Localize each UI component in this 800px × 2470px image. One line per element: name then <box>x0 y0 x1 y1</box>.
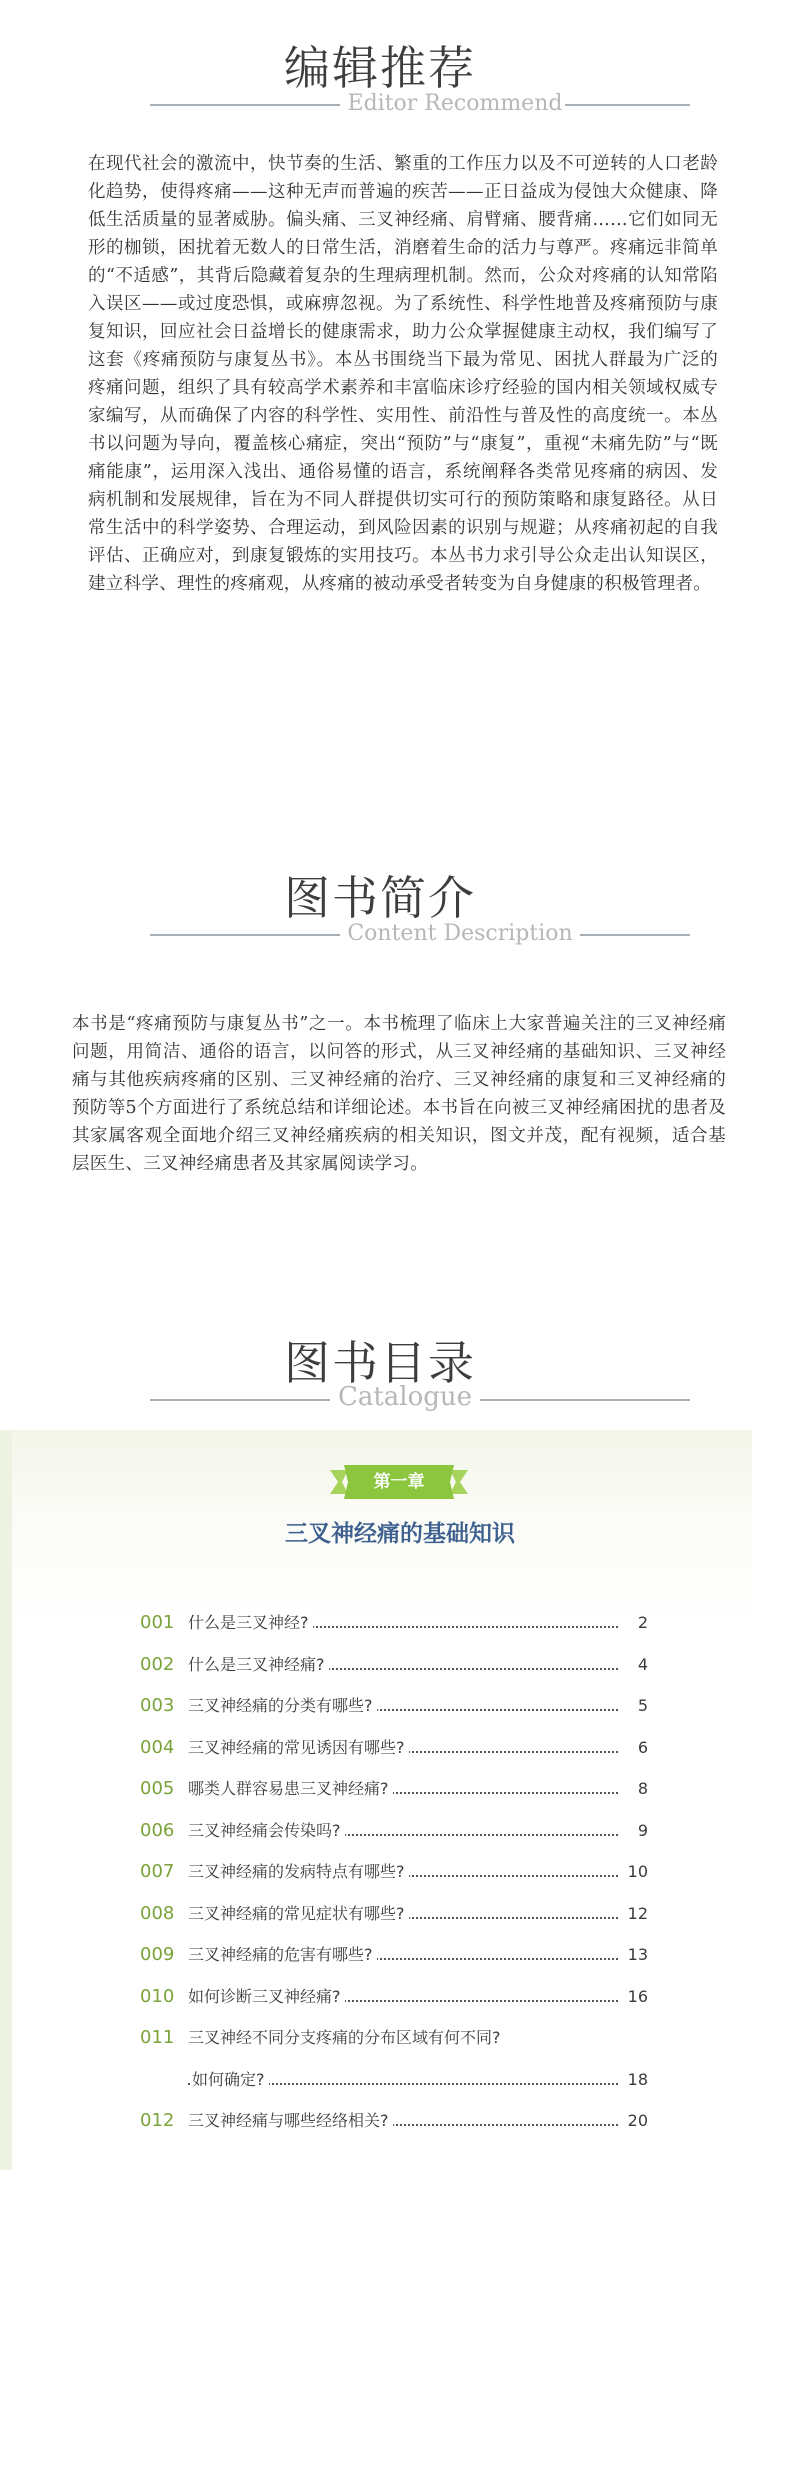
toc-entry-number: 009 <box>140 1944 175 1965</box>
content-description-header <box>0 870 800 960</box>
toc-entry-number: 008 <box>140 1902 175 1924</box>
toc-entry-page: 6 <box>637 1737 648 1757</box>
toc-entry[interactable] <box>0 1816 800 1846</box>
toc-entry-page: 10 <box>627 1862 648 1881</box>
toc-entry-number: 012 <box>140 2110 175 2131</box>
catalogue-header <box>0 1335 800 1425</box>
toc-entry-title: 什么是三叉神经痛? <box>188 1650 329 1680</box>
toc-entry-number: 005 <box>140 1778 175 1799</box>
toc-entry-page: 13 <box>627 1945 648 1964</box>
toc-entry-title: 什么是三叉神经? <box>188 1608 313 1638</box>
toc-entry-number: 004 <box>140 1736 175 1758</box>
toc-entry-page: 12 <box>627 1903 648 1923</box>
section-subtitle: Content Description <box>347 921 573 946</box>
divider-line <box>150 1399 330 1401</box>
section-title: 编辑推荐 <box>284 41 476 95</box>
toc-entry[interactable] <box>0 1899 800 1929</box>
toc-entry-title: 三叉神经痛的危害有哪些? <box>188 1940 377 1970</box>
divider-line <box>150 104 340 106</box>
toc-entry-page: 16 <box>627 1986 648 2006</box>
content-description-text: 本书是“疼痛预防与康复丛书”之一。本书梳理了临床上大家普遍关注的三叉神经痛问题，用简洁、通俗的语言，以问答的形式，从三叉神经痛的基础知识、三叉神经痛与其他疾病疼痛的区别、三叉神经痛的治疗、三叉神经痛的康复和三叉神经痛的预防等5个方面进行了系统总结和详细论述。本书旨在向被三叉神经痛困扰的患者及其家属客观全面地介绍三叉神经痛疾病的相关知识，图文并茂，配有视频，适合基层医生、三叉神经痛患者及其家属阅读学习。 <box>72 1014 726 1174</box>
toc-entry[interactable] <box>0 1608 800 1638</box>
section-title: 图书目录 <box>284 1336 476 1390</box>
toc-entry[interactable] <box>0 1650 800 1680</box>
toc-entry-title: 三叉神经痛的常见症状有哪些? <box>188 1899 409 1929</box>
toc-entry-title: 三叉神经痛与哪些经络相关? <box>188 2106 393 2136</box>
catalogue-panel <box>0 1430 752 2170</box>
toc-entry-number: 011 <box>140 2027 175 2048</box>
toc-entry-title: 哪类人群容易患三叉神经痛? <box>188 1774 393 1804</box>
toc-entry-title: 三叉神经痛会传染吗? <box>188 1816 345 1846</box>
toc-entry-number: 007 <box>140 1861 175 1882</box>
toc-entry[interactable] <box>0 1982 800 2012</box>
toc-entry-title-continued: 如何确定? <box>192 2065 269 2095</box>
toc-entry-title: 三叉神经不同分支疼痛的分布区域有何不同? <box>188 2023 505 2053</box>
editor-recommend-header <box>0 40 800 130</box>
divider-line <box>580 934 690 936</box>
divider-line <box>150 934 340 936</box>
divider-line <box>565 104 690 106</box>
toc-entry-page: 18 <box>627 2069 648 2089</box>
chapter-label: 第一章 <box>373 1472 425 1492</box>
divider-line <box>480 1399 690 1401</box>
toc-entry[interactable] <box>0 1733 800 1763</box>
chapter-title: 三叉神经痛的基础知识 <box>285 1520 515 1547</box>
toc-entry[interactable] <box>0 2106 800 2136</box>
toc-entry-title: 三叉神经痛的分类有哪些? <box>188 1691 377 1721</box>
toc-entry[interactable] <box>0 1857 800 1887</box>
toc-entry-number: 006 <box>140 1819 175 1841</box>
toc-entry-page: 4 <box>637 1654 648 1674</box>
toc-entry-page: 2 <box>637 1613 648 1632</box>
toc-entry-page: 20 <box>627 2111 648 2130</box>
toc-entry-page: 5 <box>637 1696 648 1715</box>
section-title: 图书简介 <box>284 871 476 925</box>
toc-entry-number: 010 <box>140 1985 175 2007</box>
editor-recommend-text: 在现代社会的激流中，快节奏的生活、繁重的工作压力以及不可逆转的人口老龄化趋势，使得疼痛——这种无声而普遍的疾苦——正日益成为侵蚀大众健康、降低生活质量的显著威胁。偏头痛、三叉神经痛、肩臂痛、腰背痛……它们如同无形的枷锁，困扰着无数人的日常生活，消磨着生命的活力与尊严。疼痛远非简单的“不适感”，其背后隐藏着复杂的生理病理机制。然而，公众对疼痛的认知常陷入误区——或过度恐惧，或麻痹忽视。为了系统性、科学性地普及疼痛预防与康复知识，回应社会日益增长的健康需求，助力公众掌握健康主动权，我们编写了这套《疼痛预防与康复丛书》。本丛书围绕当下最为常见、困扰人群最为广泛的疼痛问题，组织了具有较高学术素养和丰富临床诊疗经验的国内相关领域权威专家编写，从而确保了内容的科学性、实用性、前沿性与普及性的高度统一。本丛书以问题为导向，覆盖核心痛症，突出“预防”与“康复”，重视“未痛先防”与“既痛能康”，运用深入浅出、通俗易懂的语言，系统阐释各类常见疼痛的病因、发病机制和发展规律，旨在为不同人群提供切实可行的预防策略和康复路径。从日常生活中的科学姿势、合理运动，到风险因素的识别与规避；从疼痛初起的自我评估、正确应对，到康复锻炼的实用技巧。本丛书力求引导公众走出认知误区，建立科学、理性的疼痛观，从疼痛的被动承受者转变为自身健康的积极管理者。 <box>88 154 718 594</box>
section-subtitle: Catalogue <box>337 1382 473 1412</box>
toc-entry[interactable] <box>0 1774 800 1804</box>
toc-entry-number: 002 <box>140 1653 175 1675</box>
toc-entry-title: 如何诊断三叉神经痛? <box>188 1982 345 2012</box>
toc-entry-page: 9 <box>637 1820 648 1840</box>
toc-entry-continuation[interactable] <box>0 2065 800 2095</box>
toc-entry-title: 三叉神经痛的常见诱因有哪些? <box>188 1733 409 1763</box>
toc-entry-title: 三叉神经痛的发病特点有哪些? <box>188 1857 409 1887</box>
toc-entry-number: 003 <box>140 1695 175 1716</box>
section-subtitle: Editor Recommend <box>347 91 563 116</box>
toc-entry-page: 8 <box>637 1779 648 1798</box>
chapter-badge <box>330 1462 468 1502</box>
toc-entry[interactable] <box>0 1940 800 1970</box>
toc-entry[interactable] <box>0 2023 800 2053</box>
toc-entry[interactable] <box>0 1691 800 1721</box>
toc-entry-number: 001 <box>140 1612 175 1633</box>
